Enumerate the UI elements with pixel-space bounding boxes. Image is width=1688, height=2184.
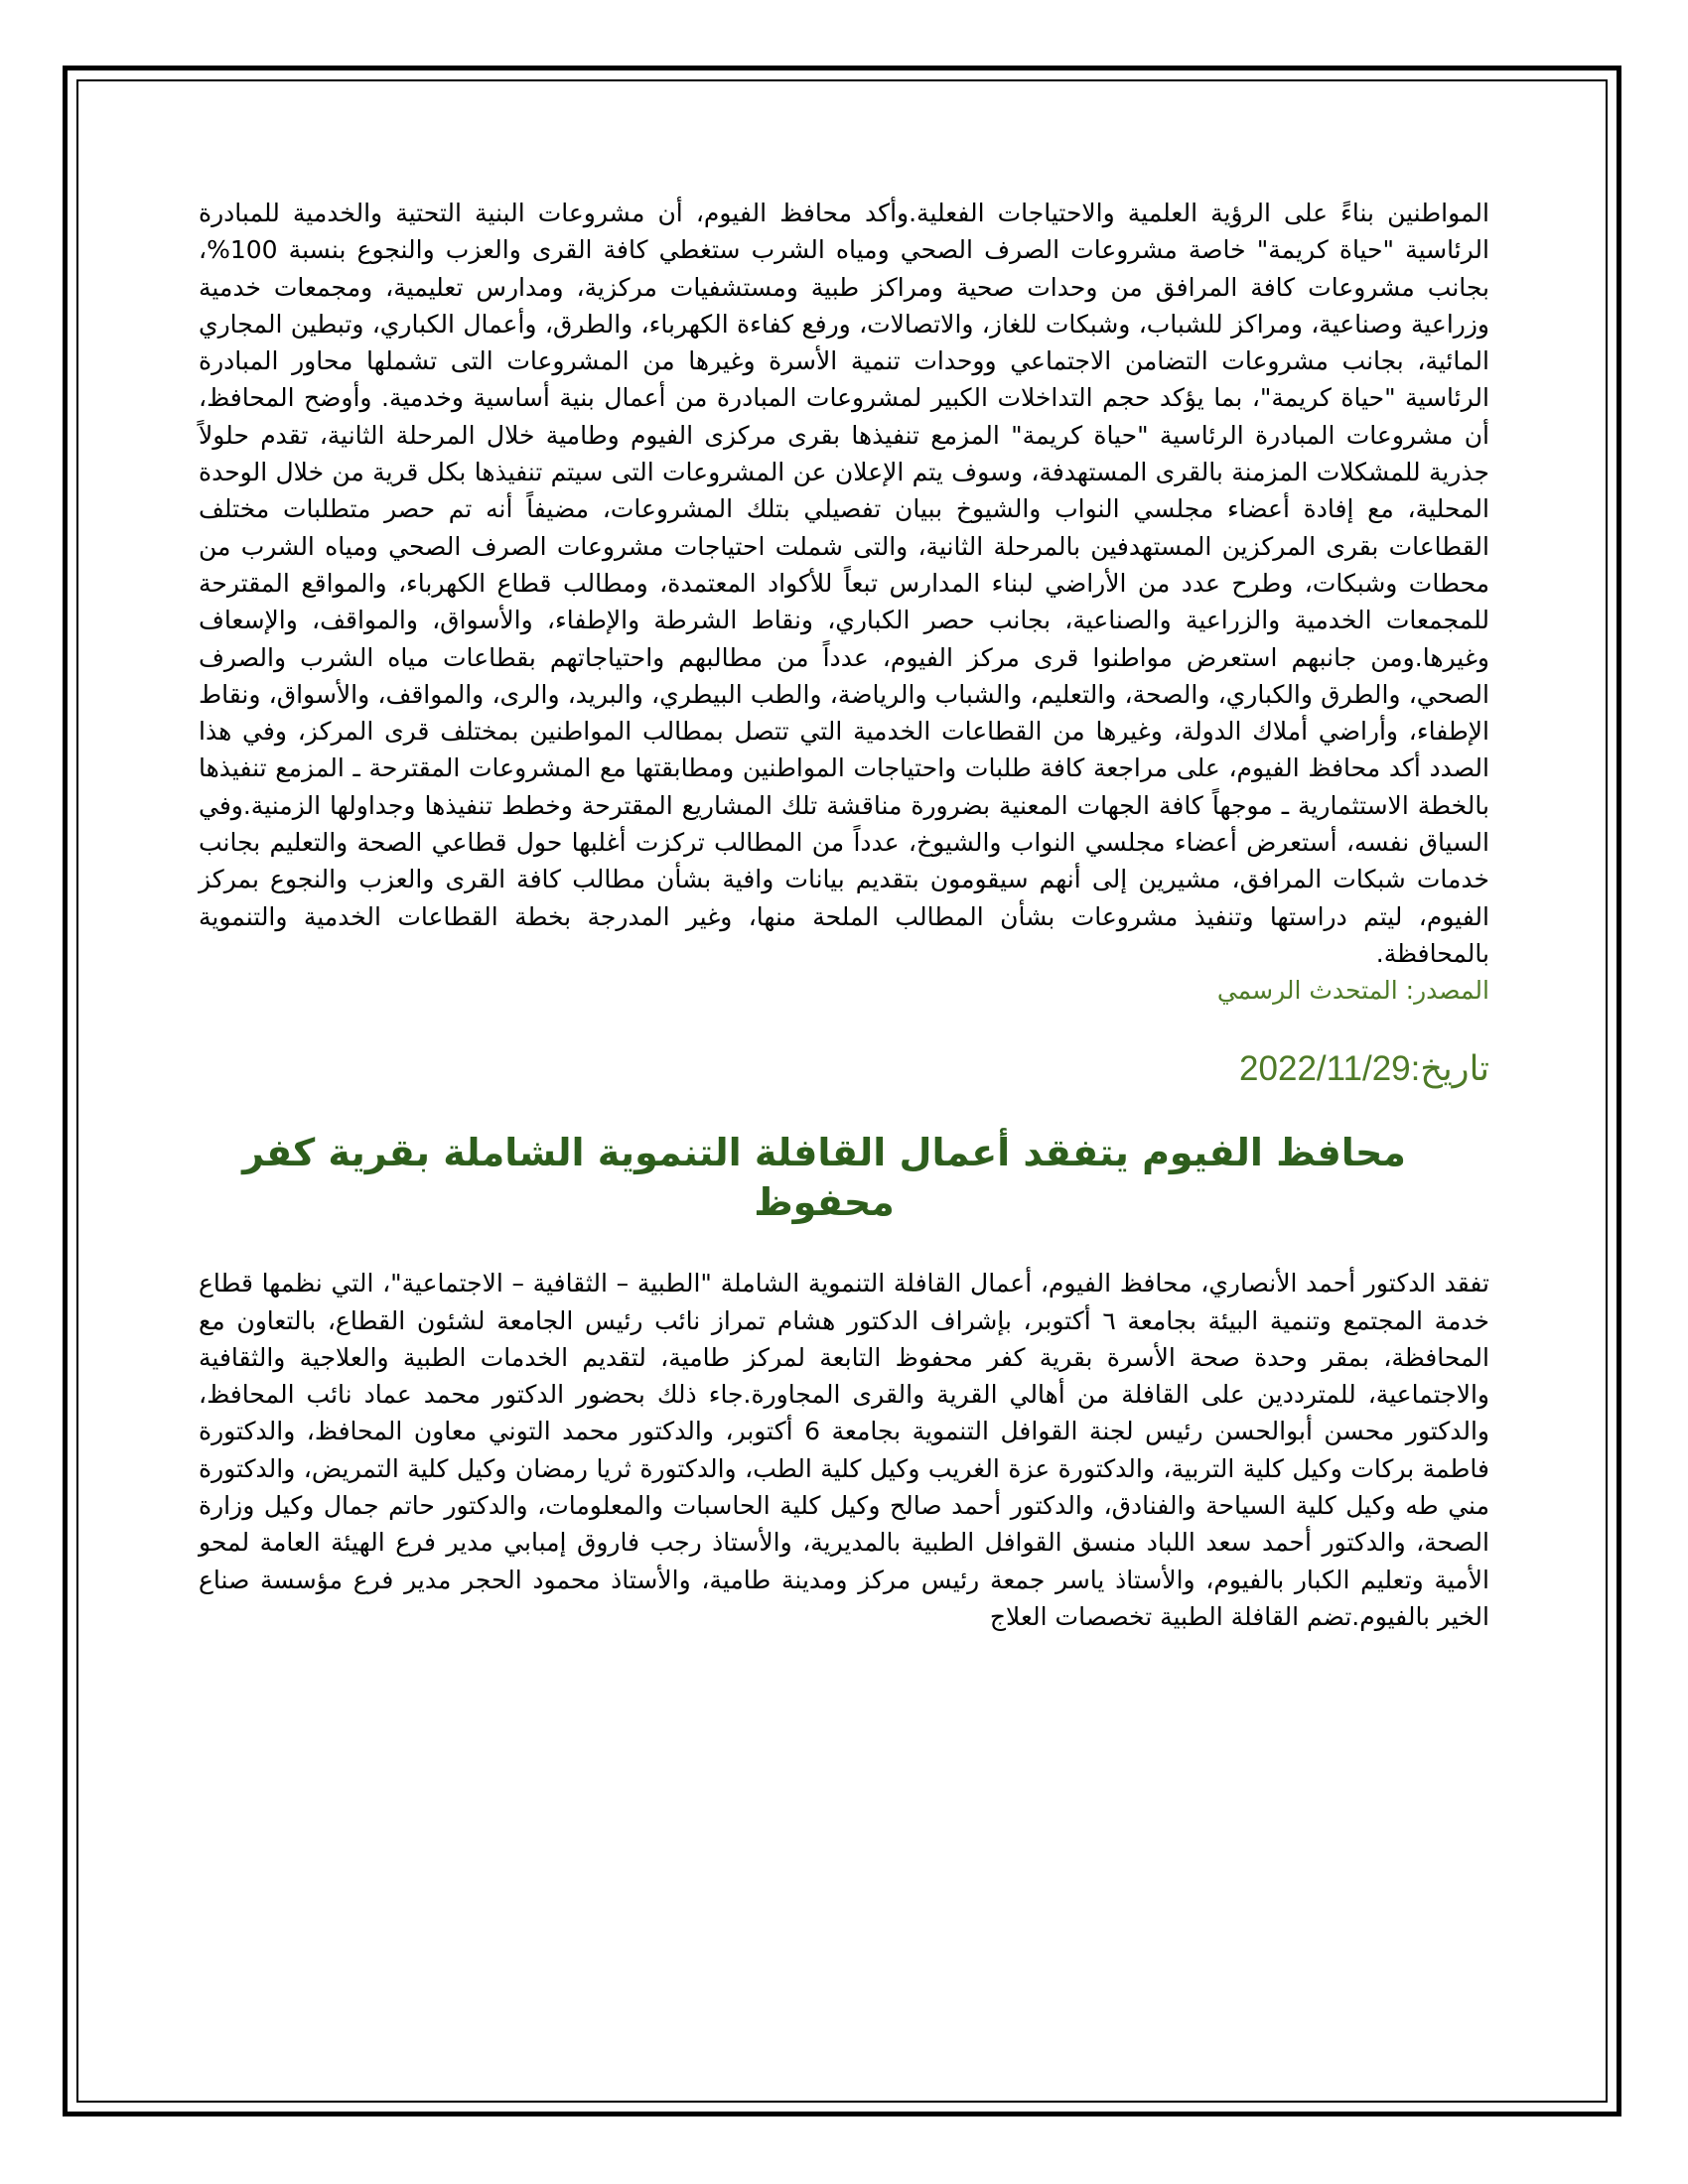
article-body-2: تفقد الدكتور أحمد الأنصاري، محافظ الفيوم، أعمال القافلة التنموية الشاملة "الطبية – الثقافية – الاجتماعية"، التي نظمها قطاع خدمة المجتمع وتنمية البيئة بجامعة ٦ أكتوبر، بإشراف الدكتور هشام تمراز نائب رئيس الجامعة لشئون القطاع، بالتعاون مع المحافظة، بمقر وحدة صحة الأسرة بقرية كفر محفوظ التابعة لمركز طامية، لتقديم الخدمات الطبية والعلاجية والثقافية والاجتماعية، للمترددين على القافلة من أهالي القرية والقرى المجاورة.جاء ذلك بحضور الدكتور محمد عماد نائب المحافظ، والدكتور محسن أبوالحسن رئيس لجنة القوافل التنموية بجامعة 6 أكتوبر، والدكتور محمد التوني معاون المحافظ، والدكتورة فاطمة بركات وكيل كلية التربية، والدكتورة عزة الغريب وكيل كلية الطب، والدكتورة ثريا رمضان وكيل كلية التمريض، والدكتورة مني طه وكيل كلية السياحة والفنادق، والدكتور أحمد صالح وكيل كلية الحاسبات والمعلومات، والدكتور حاتم جمال وكيل وزارة الصحة، والدكتور أحمد سعد اللباد منسق القوافل الطبية بالمديرية، والأستاذ رجب فاروق إمبابي مدير فرع الهيئة العامة لمحو الأمية وتعليم الكبار بالفيوم، والأستاذ ياسر جمعة رئيس مركز ومدينة طامية، والأستاذ محمود الحجر مدير فرع مؤسسة صناع الخير بالفيوم.تضم القافلة الطبية تخصصات العلاج [199,1269,1489,1631]
article-date: تاريخ:2022/11/29 [1239,1049,1489,1089]
article-headline-2: محافظ الفيوم يتفقد أعمال القافلة التنموية الشاملة بقرية كفر محفوظ [242,1131,1406,1225]
article-body-1: المواطنين بناءً على الرؤية العلمية والاحتياجات الفعلية.وأكد محافظ الفيوم، أن مشروعات البنية التحتية والخدمية للمبادرة الرئاسية "حياة كريمة" خاصة مشروعات الصرف الصحي ومياه الشرب ستغطي كافة القرى والعزب والنجوع بنسبة 100%، بجانب مشروعات كافة المرافق من وحدات صحية ومراكز طبية ومستشفيات مركزية، ومدارس تعليمية، ومجمعات خدمية وزراعية وصناعية، ومراكز للشباب، وشبكات للغاز، والاتصالات، ورفع كفاءة الكهرباء، والطرق، وأعمال الكباري، وتبطين المجاري المائية، بجانب مشروعات التضامن الاجتماعي ووحدات تنمية الأسرة وغيرها من المشروعات التى تشملها محاور المبادرة الرئاسية "حياة كريمة"، بما يؤكد حجم التداخلات الكبير لمشروعات المبادرة من أعمال بنية أساسية وخدمية. وأوضح المحافظ، أن مشروعات المبادرة الرئاسية "حياة كريمة" المزمع تنفيذها بقرى مركزى الفيوم وطامية خلال المرحلة الثانية، تقدم حلولاً جذرية للمشكلات المزمنة بالقرى المستهدفة، وسوف يتم الإعلان عن المشروعات التى سيتم تنفيذها بكل قرية من خلال الوحدة المحلية، مع إفادة أعضاء مجلسي النواب والشيوخ ببيان تفصيلي بتلك المشروعات، مضيفاً أنه تم حصر متطلبات مختلف القطاعات بقرى المركزين المستهدفين بالمرحلة الثانية، والتى شملت احتياجات مشروعات الصرف الصحي ومياه الشرب من محطات وشبكات، وطرح عدد من الأراضي لبناء المدارس تبعاً للأكواد المعتمدة، ومطالب قطاع الكهرباء، والمواقع المقترحة للمجمعات الخدمية والزراعية والصناعية، بجانب حصر الكباري، ونقاط الشرطة والإطفاء، والأسواق، والمواقف، والإسعاف وغيرها.ومن جانبهم استعرض مواطنوا قرى مركز الفيوم، عدداً من مطالبهم واحتياجاتهم بقطاعات مياه الشرب والصرف الصحي، والطرق والكباري، والصحة، والتعليم، والشباب والرياضة، والطب البيطري، والبريد، والرى، والمواقف، والأسواق، ونقاط الإطفاء، وأراضي أملاك الدولة، وغيرها من القطاعات الخدمية التي تتصل بمطالب المواطنين بمختلف قرى المركز، وفي هذا الصدد أكد محافظ الفيوم، على مراجعة كافة طلبات واحتياجات المواطنين ومطابقتها مع المشروعات المقترحة ـ المزمع تنفيذها بالخطة الاستثمارية ـ موجهاً كافة الجهات المعنية بضرورة مناقشة تلك المشاريع المقترحة وخطط تنفيذها وجداولها الزمنية.وفي السياق نفسه، أستعرض أعضاء مجلسي النواب والشيوخ، عدداً من المطالب تركزت أغلبها حول قطاعي الصحة والتعليم بجانب خدمات شبكات المرافق، مشيرين إلى أنهم سيقومون بتقديم بيانات وافية بشأن مطالب كافة القرى والعزب والنجوع بمركز الفيوم، ليتم دراستها وتنفيذ مشروعات بشأن المطالب الملحة منها، وغير المدرجة بخطة القطاعات الخدمية والتنموية بالمحافظة. [199,199,1489,968]
article-source: المصدر: المتحدث الرسمي [1216,976,1489,1006]
document-content [199,195,1489,1635]
